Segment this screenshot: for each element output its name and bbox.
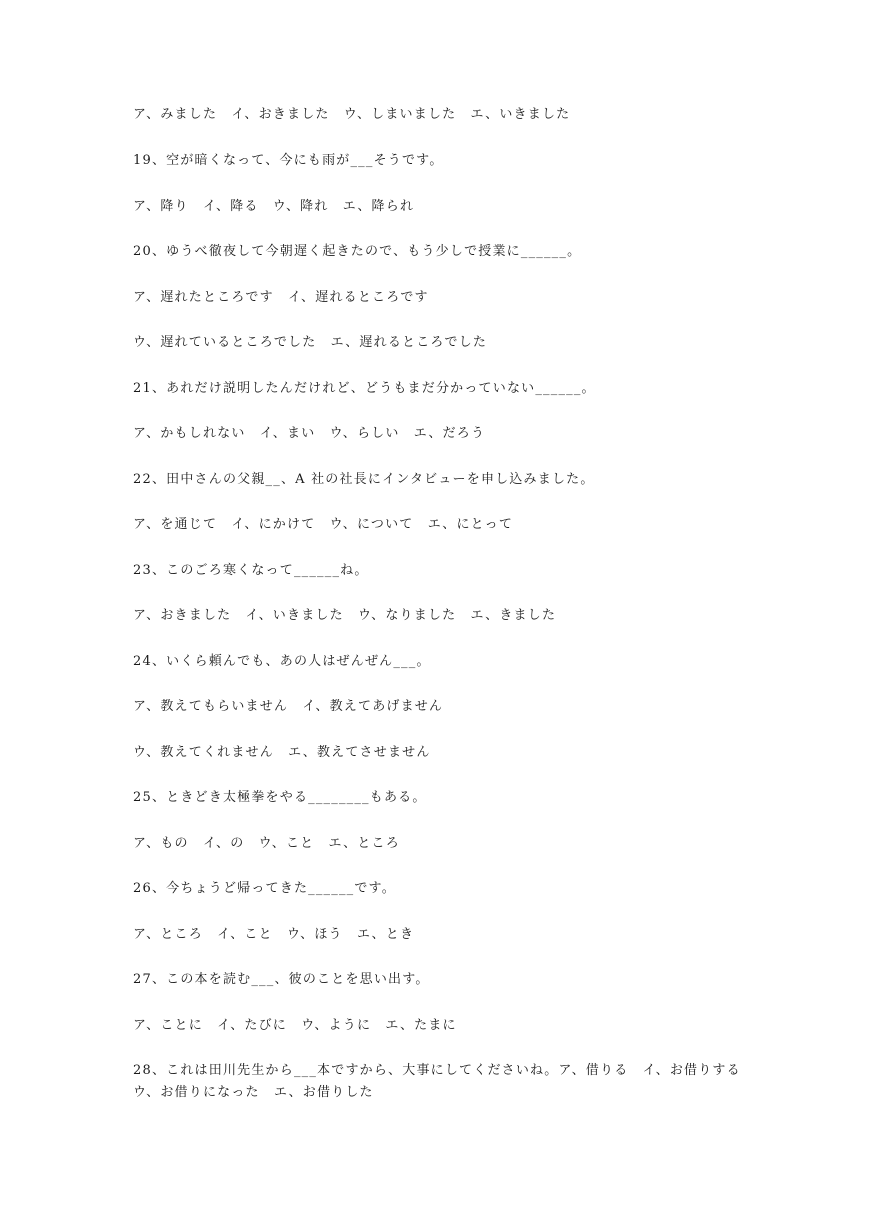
options-q26: ア、ところ イ、こと ウ、ほう エ、とき [133,927,415,942]
options-q19: ア、降り イ、降る ウ、降れ エ、降られ [133,199,415,214]
question-27: 27、この本を読む___、彼のことを思い出す。 [133,972,430,987]
question-20: 20、ゆうべ徹夜して今朝遅く起きたので、もう少しで授業に______。 [133,244,582,259]
question-19: 19、空が暗くなって、今にも雨が___そうです。 [133,153,444,168]
options-q23: ア、おきました イ、いきました ウ、なりました エ、きました [133,608,557,623]
question-23: 23、このごろ寒くなって______ね。 [133,563,369,578]
options-q20-a: ア、遅れたところです イ、遅れるところです [133,290,429,305]
question-28: 28、これは田川先生から___本ですから、大事にしてくださいね。ア、借りる イ、お借りする ウ、お借りになった エ、お借りした [133,1063,756,1100]
options-q24-b: ウ、教えてくれません エ、教えてさせません [133,745,431,760]
question-25: 25、ときどき太極拳をやる________もある。 [133,790,427,805]
question-21: 21、あれだけ説明したんだけれど、どうもまだ分かっていない______。 [133,381,596,396]
question-26: 26、今ちょうど帰ってきた______です。 [133,881,396,896]
question-24: 24、いくら頼んでも、あの人はぜんぜん___。 [133,654,431,669]
options-q21: ア、かもしれない イ、まい ウ、らしい エ、だろう [133,426,486,441]
options-q22: ア、を通じて イ、にかけて ウ、について エ、にとって [133,517,514,532]
options-q20-b: ウ、遅れているところでした エ、遅れるところでした [133,335,488,350]
options-q27: ア、ことに イ、たびに ウ、ように エ、たまに [133,1018,457,1033]
options-q24-a: ア、教えてもらいません イ、教えてあげません [133,699,444,714]
options-q25: ア、もの イ、の ウ、こと エ、ところ [133,836,400,851]
question-22: 22、田中さんの父親__、A 社の社長にインタビューを申し込みました。 [133,472,595,487]
options-q18: ア、みました イ、おきました ウ、しまいました エ、いきました [133,107,571,122]
